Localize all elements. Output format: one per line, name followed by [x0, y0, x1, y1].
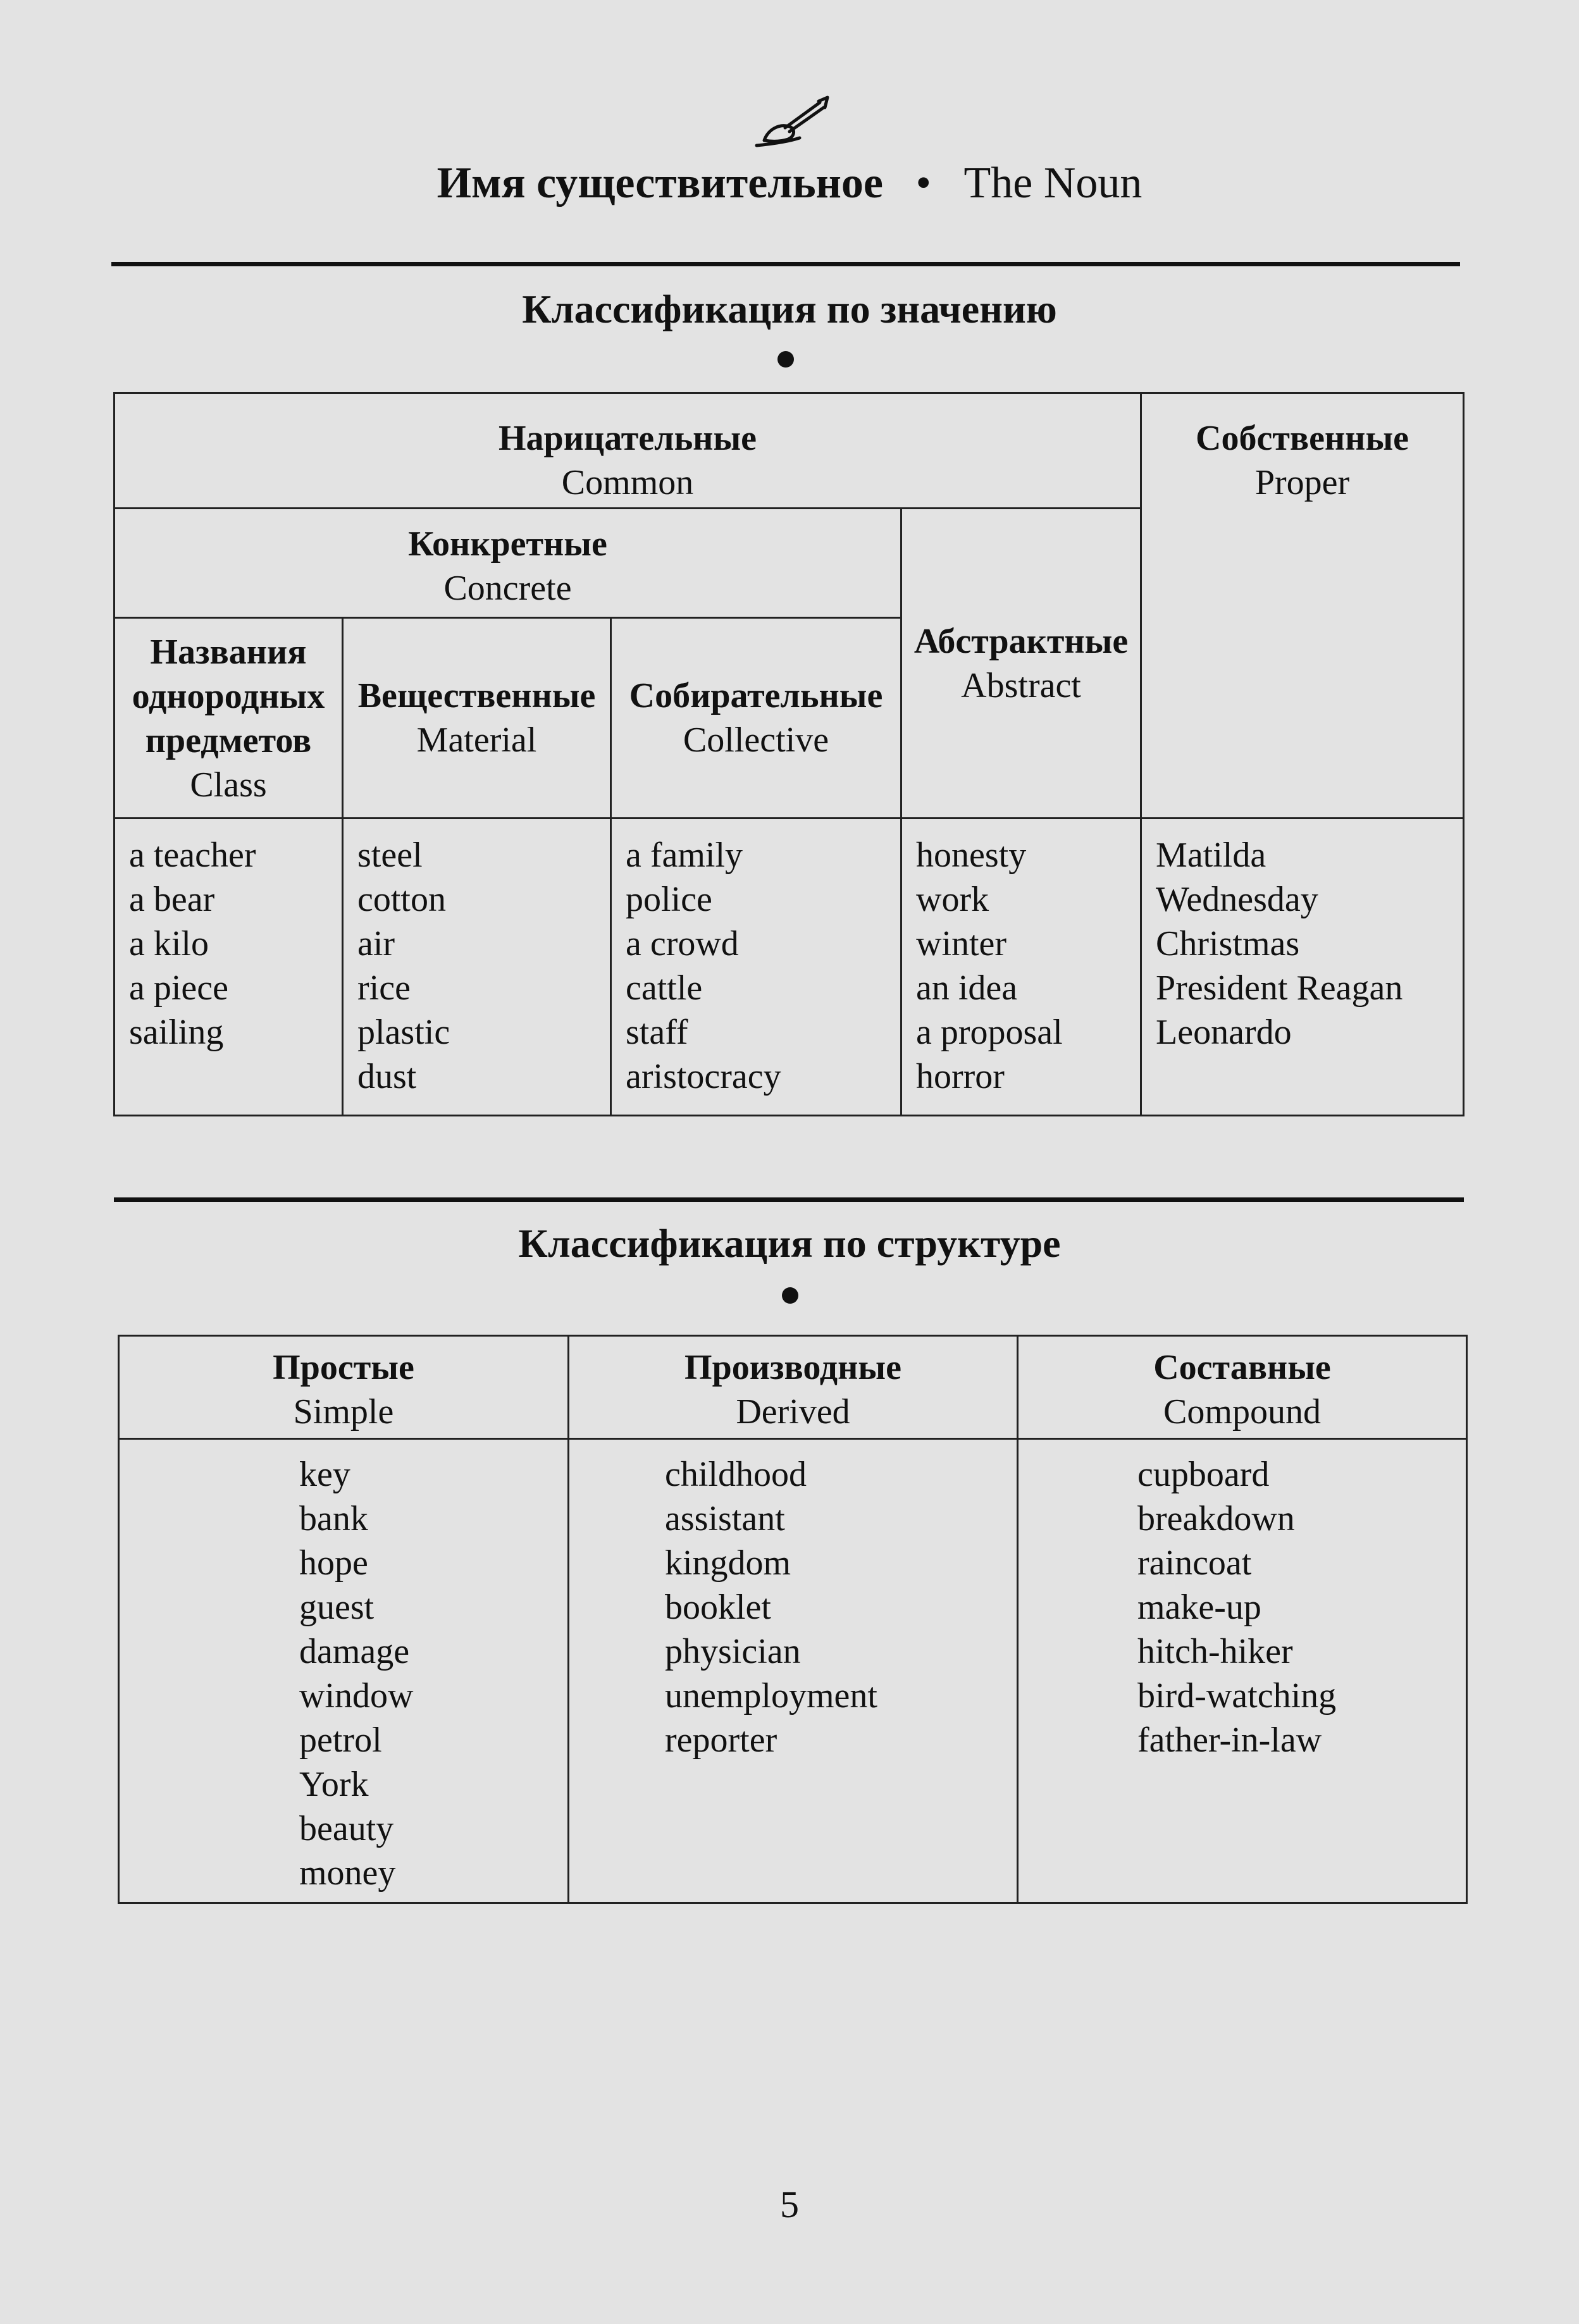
list-item: York [299, 1765, 369, 1804]
header-common [115, 393, 1141, 509]
list-item: kingdom [665, 1543, 791, 1583]
header-derived-ru: Производные [684, 1348, 901, 1387]
list-item: staff [626, 1013, 688, 1052]
list-item: police [626, 880, 712, 919]
list-item: make-up [1137, 1588, 1261, 1627]
page-title-ru: Имя существительное [437, 159, 883, 207]
list-item: window [299, 1676, 414, 1715]
list-item: President Reagan [1156, 968, 1403, 1008]
section-heading-structure: Классификация по структуре [518, 1221, 1061, 1266]
list-item: money [299, 1853, 396, 1893]
list-item: bird-watching [1137, 1676, 1337, 1715]
header-compound [1018, 1336, 1467, 1439]
list-item: unemployment [665, 1676, 877, 1715]
bullet-dot [777, 351, 794, 368]
header-collective [611, 618, 901, 819]
bullet-dot [782, 1287, 798, 1304]
list-item: Leonardo [1156, 1013, 1292, 1052]
header-material-ru: Вещественные [357, 676, 596, 715]
list-item: reporter [665, 1721, 777, 1760]
header-class-ru-3: предметов [145, 721, 312, 760]
header-common-en: Common [561, 463, 694, 502]
header-material-en: Material [416, 720, 537, 760]
header-proper [1141, 393, 1464, 819]
header-common-ru: Нарицательные [498, 419, 757, 458]
page-title-en: The Noun [963, 159, 1142, 207]
header-collective-en: Collective [683, 720, 829, 760]
list-item: key [299, 1455, 350, 1494]
list-item: sailing [129, 1013, 224, 1052]
list-item: a family [626, 836, 743, 875]
examples-class [115, 819, 343, 1116]
header-simple-en: Simple [293, 1392, 394, 1431]
list-item: damage [299, 1632, 410, 1671]
list-item: an idea [916, 968, 1018, 1008]
list-item: booklet [665, 1588, 771, 1627]
list-item: a bear [129, 880, 215, 919]
header-class-ru-2: однородных [132, 677, 325, 716]
list-item: breakdown [1137, 1499, 1295, 1538]
list-item: aristocracy [626, 1057, 781, 1096]
examples-material [343, 819, 611, 1116]
header-material [343, 618, 611, 819]
list-item: rice [357, 968, 411, 1008]
list-item: a proposal [916, 1013, 1063, 1052]
page-title [0, 149, 1579, 218]
header-class-ru-1: Названия [150, 633, 307, 672]
list-item: a kilo [129, 924, 209, 963]
list-item: beauty [299, 1809, 394, 1848]
list-item: dust [357, 1057, 417, 1096]
list-item: raincoat [1137, 1543, 1252, 1583]
header-abstract-ru: Абстрактные [913, 621, 1129, 661]
list-item: air [357, 924, 395, 963]
header-simple-ru: Простые [273, 1348, 414, 1387]
writing-hand-icon [750, 95, 833, 155]
list-item: cupboard [1137, 1455, 1270, 1494]
examples-abstract [901, 819, 1141, 1116]
list-item: work [916, 880, 989, 919]
header-derived [569, 1336, 1018, 1439]
list-item: father-in-law [1137, 1721, 1322, 1760]
header-compound-ru: Составные [1153, 1348, 1331, 1387]
list-item: a teacher [129, 836, 256, 875]
header-simple [119, 1336, 569, 1439]
header-concrete-ru: Конкретные [408, 524, 607, 564]
structure-classification-table [118, 1335, 1468, 1904]
list-item: physician [665, 1632, 801, 1671]
list-item: Christmas [1156, 924, 1300, 963]
page-number: 5 [780, 2184, 799, 2225]
header-concrete-en: Concrete [443, 569, 572, 608]
header-collective-ru: Собирательные [629, 676, 883, 715]
list-item: hope [299, 1543, 368, 1583]
header-class-en: Class [190, 765, 267, 805]
list-item: winter [916, 924, 1007, 963]
list-item: steel [357, 836, 423, 875]
list-item: honesty [916, 836, 1027, 875]
list-item: bank [299, 1499, 368, 1538]
list-item: cotton [357, 880, 446, 919]
header-compound-en: Compound [1163, 1392, 1321, 1431]
examples-proper [1141, 819, 1464, 1116]
list-item: hitch-hiker [1137, 1632, 1293, 1671]
title-separator: • [915, 159, 932, 207]
examples-collective [611, 819, 901, 1116]
list-item: horror [916, 1057, 1005, 1096]
divider-rule [114, 1197, 1464, 1202]
examples-derived [569, 1439, 1018, 1903]
list-item: plastic [357, 1013, 450, 1052]
list-item: guest [299, 1588, 375, 1627]
header-concrete [115, 509, 901, 618]
list-item: a piece [129, 968, 228, 1008]
list-item: petrol [299, 1721, 382, 1760]
list-item: Wednesday [1156, 880, 1318, 919]
divider-rule [111, 262, 1460, 266]
examples-compound [1018, 1439, 1467, 1903]
header-class [115, 618, 343, 819]
list-item: cattle [626, 968, 703, 1008]
header-proper-ru: Собственные [1196, 419, 1409, 458]
examples-simple [119, 1439, 569, 1903]
list-item: Matilda [1156, 836, 1266, 875]
list-item: assistant [665, 1499, 785, 1538]
header-abstract [901, 509, 1141, 819]
section-heading-meaning: Классификация по значению [522, 287, 1057, 331]
header-derived-en: Derived [736, 1392, 850, 1431]
header-proper-en: Proper [1254, 463, 1350, 502]
header-abstract-en: Abstract [961, 665, 1081, 705]
meaning-classification-table [113, 392, 1464, 1116]
list-item: childhood [665, 1455, 807, 1494]
list-item: a crowd [626, 924, 739, 963]
